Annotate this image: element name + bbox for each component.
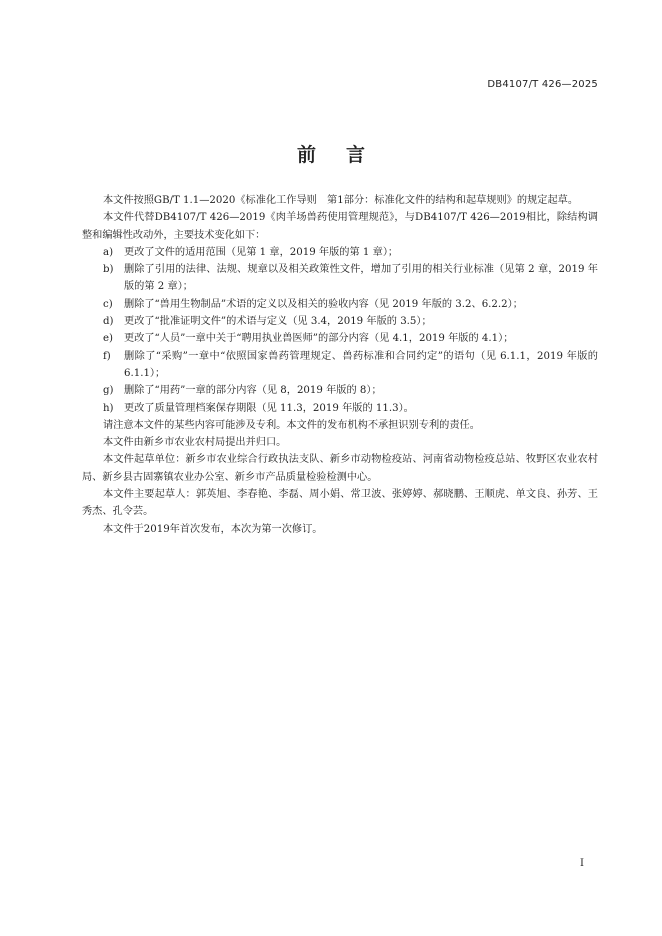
list-item-text: 删除了“兽用生物制品”术语的定义以及相关的验收内容（见 2019 年版的 3.2、6.2.2）；: [124, 298, 523, 310]
list-marker: h): [103, 402, 114, 414]
list-item-text: 删除了引用的法律、法规、规章以及相关政策性文件，增加了引用的相关行业标准（见第 2 章，2019 年版的第 2 章）；: [124, 264, 598, 293]
page-title: [0, 140, 662, 167]
list-item: [82, 296, 598, 313]
list-marker: a): [103, 246, 114, 258]
list-marker: f): [103, 350, 111, 362]
list-marker: b): [103, 264, 114, 276]
list-item-text: 更改了文件的适用范围（见第 1 章，2019 年版的第 1 章）；: [124, 246, 399, 258]
paragraph-drafting-units: 本文件起草单位：新乡市农业综合行政执法支队、新乡市动物检疫站、河南省动物检疫总站、牧野区农业农村局、新乡县古固寨镇农业办公室、新乡市产品质量检验检测中心。: [82, 454, 598, 483]
changes-list: [82, 244, 598, 417]
list-item: [82, 400, 598, 417]
list-item-text: 删除了“采购”一章中“依照国家兽药管理规定、兽药标准和合同约定”的语句（见 6.1.1，2019 年版的 6.1.1）；: [124, 350, 598, 379]
title-char-1: 前: [296, 144, 316, 166]
page-number: I: [580, 858, 584, 869]
foreword-body: [82, 192, 598, 538]
list-marker: g): [103, 385, 114, 397]
list-item-text: 更改了质量管理档案保存期限（见 11.3，2019 年版的 11.3）。: [124, 402, 414, 414]
list-marker: d): [103, 316, 114, 328]
list-item-text: 更改了“批准证明文件”的术语与定义（见 3.4，2019 年版的 3.5）；: [124, 316, 432, 328]
list-item: [82, 330, 598, 347]
paragraph-drafters: 本文件主要起草人：郭英旭、李春艳、李磊、周小娟、常卫波、张婷婷、郝晓鹏、王顺虎、单文良、孙芳、王秀杰、孔令芸。: [82, 489, 598, 518]
paragraph-proposer: 本文件由新乡市农业农村局提出并归口。: [103, 437, 287, 449]
list-item: [82, 244, 598, 261]
list-marker: e): [103, 333, 114, 345]
paragraph-history: 本文件于2019年首次发布，本次为第一次修订。: [103, 523, 323, 535]
paragraph-drafting-basis: 本文件按照GB/T 1.1—2020《标准化工作导则 第1部分：标准化文件的结构和起草规则》的规定起草。: [103, 195, 579, 206]
list-marker: c): [103, 298, 113, 310]
paragraph-patent-notice: 请注意本文件的某些内容可能涉及专利。本文件的发布机构不承担识别专利的责任。: [103, 419, 480, 431]
paragraph-replacement: 本文件代替DB4107/T 426—2019《肉羊场兽药使用管理规范》，与DB4107/T 426—2019相比，除结构调整和编辑性改动外，主要技术变化如下：: [82, 212, 598, 241]
list-item: [82, 261, 598, 296]
list-item-text: 更改了“人员”一章中关于“聘用执业兽医师”的部分内容（见 4.1，2019 年版的 4.1）；: [124, 333, 514, 345]
list-item: [82, 348, 598, 383]
list-item: [82, 313, 598, 330]
title-char-2: 言: [346, 144, 366, 166]
document-code: DB4107/T 426—2025: [487, 79, 598, 90]
list-item: [82, 382, 598, 399]
list-item-text: 删除了“用药”一章的部分内容（见 8，2019 年版的 8）；: [124, 385, 382, 397]
